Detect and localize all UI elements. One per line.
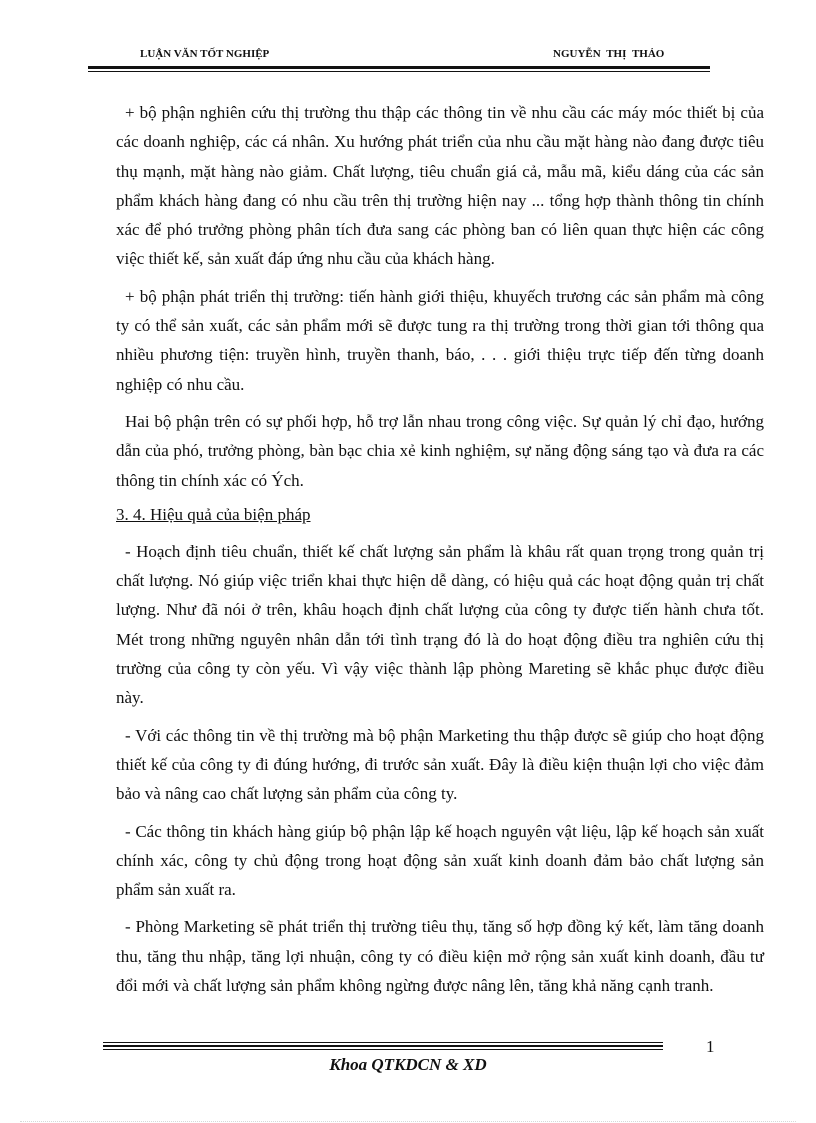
footer-rule-middle (103, 1045, 663, 1047)
page-edge-dotted-line (20, 1121, 796, 1122)
section-heading: 3. 4. Hiệu quả của biện pháp (116, 504, 311, 524)
paragraph-effect-revenue: - Phòng Marketing sẽ phát triển thị trường tiêu thụ, tăng số hợp đồng ký kết, làm tăng doanh thu, tăng thu nhập, tăng lợi nhuận, công ty có điều kiện mở rộng sản xuất kinh doanh, đầu tư đổi mới và chất lượng sản phẩm không ngừng được nâng lên, tăng khả năng cạnh tranh. (116, 917, 764, 996)
paragraph-market-development: + bộ phận phát triển thị trường: tiến hành giới thiệu, khuyếch trương các sản phẩm mà công ty có thể sản xuất, các sản phẩm mới sẽ được tung ra thị trường trong thời gian tới thông qua nhiều phương tiện: truyền hình, truyền thanh, báo, . . . giới thiệu trực tiếp đến từng doanh nghiệp có nhu cầu. (116, 286, 764, 394)
paragraph-cooperation: Hai bộ phận trên có sự phối hợp, hỗ trợ lẫn nhau trong công việc. Sự quản lý chỉ đạo, hướng dẫn của phó, trưởng phòng, bàn bạc chia xẻ kinh nghiệm, sự năng động sáng tạo và đưa ra các thông tin chính xác có Ých. (116, 411, 764, 490)
document-body (116, 98, 764, 1008)
paragraph-effect-design: - Với các thông tin về thị trường mà bộ phận Marketing thu thập được sẽ giúp cho hoạt động thiết kế của công ty đi đúng hướng, đi trước sản xuất. Đây là điều kiện thuận lợi cho việc đảm bảo và nâng cao chất lượng sản phẩm của công ty. (116, 725, 764, 804)
header-author-name: NGUYỄN THỊ THẢO (553, 48, 665, 60)
header-rule-thin (88, 71, 710, 72)
page-header (88, 48, 710, 66)
paragraph-effect-planning: - Hoạch định tiêu chuẩn, thiết kế chất lượng sản phẩm là khâu rất quan trọng trong quản trị chất lượng. Nó giúp việc triển khai thực hiện dễ dàng, có hiệu quả các hoạt động quản trị chất lượng. Như đã nói ở trên, khâu hoạch định chất lượng của công ty được tiến hành chưa tốt. Mét trong những nguyên nhân dẫn tới tình trạng đó là do hoạt động điều tra nghiên cứu thị trường của công ty còn yếu. Vì vậy việc thành lập phòng Mareting sẽ khắc phục được điều này. (116, 541, 764, 708)
page-number: 1 (706, 1037, 715, 1056)
footer-faculty-label: Khoa QTKDCN & XD (329, 1055, 487, 1074)
paragraph-market-research: + bộ phận nghiên cứu thị trường thu thập các thông tin về nhu cầu các máy móc thiết bị của các doanh nghiệp, các cá nhân. Xu hướng phát triển của nhu cầu mặt hàng nào đang được tiêu thụ mạnh, mặt hàng nào giảm. Chất lượng, tiêu chuẩn giá cả, mẫu mã, kiểu dáng của các sản phẩm khách hàng đang có nhu cầu trên thị trường hiện nay ... tổng hợp thành thông tin chính xác để phó trưởng phòng phân tích đưa sang các phòng ban có liên quan thực hiện các công việc thiết kế, sản xuất đáp ứng nhu cầu của khách hàng. (116, 103, 764, 269)
header-thesis-title: LUẬN VĂN TỐT NGHIỆP (140, 48, 270, 60)
footer-rule-bottom (103, 1049, 663, 1050)
paragraph-effect-production: - Các thông tin khách hàng giúp bộ phận lập kế hoạch nguyên vật liệu, lập kế hoạch sản xuất chính xác, công ty chủ động trong hoạt động sản xuất kinh doanh đảm bảo chất lượng sản phẩm sản xuất ra. (116, 821, 764, 900)
footer-rule-top (103, 1042, 663, 1043)
header-rule-thick (88, 66, 710, 69)
